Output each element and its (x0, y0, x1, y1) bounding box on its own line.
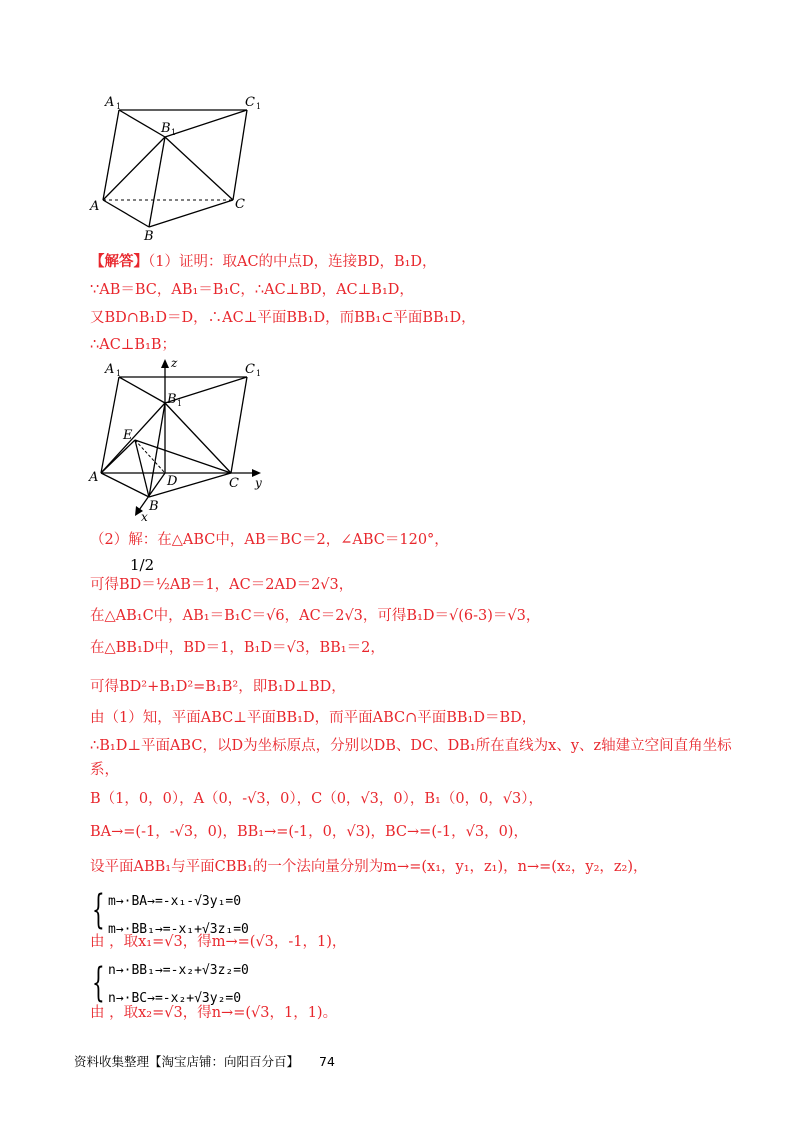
label-y: y (255, 476, 262, 490)
footer-text: 资料收集整理【淘宝店铺：向阳百分百】 (74, 1054, 300, 1069)
system-1-conclusion: 由 ，取x₁=√3，得m→=(√3，-1，1)， (90, 934, 347, 950)
label2-E: E (123, 428, 133, 443)
solution-line-4: ∴AC⊥B₁B； (90, 337, 177, 353)
label2-A: A (89, 470, 99, 485)
prism-figure-1 (85, 92, 275, 242)
label-x: x (141, 510, 148, 524)
system-2-conclusion: 由 ，取x₂=√3，得n→=(√3，1，1)。 (90, 1005, 338, 1021)
svg-text:1: 1 (177, 399, 183, 408)
solution-line-9: 可得BD²+B₁D²=B₁B²，即B₁D⊥BD， (90, 679, 346, 695)
label-B1: B (161, 121, 171, 136)
svg-text:1: 1 (256, 369, 262, 378)
label-A1: A (105, 95, 115, 110)
solution-line-3: 又BD∩B₁D＝D，∴AC⊥平面BB₁D，而BB₁⊂平面BB₁D， (90, 310, 476, 326)
system-1-row-1: m→·BA→=-x₁-√3y₁=0 (108, 894, 242, 909)
system-2-brace: { (92, 960, 105, 1006)
label-A: A (90, 199, 100, 214)
solution-line-8: 在△BB₁D中，BD＝1，B₁D＝√3，BB₁＝2， (90, 640, 385, 656)
label2-D: D (167, 474, 178, 489)
svg-text:1: 1 (116, 369, 122, 378)
solution-line-11: ∴B₁D⊥平面ABC，以D为坐标原点，分别以DB、DC、DB₁所在直线为x、y、z轴建立空间直角坐标 (90, 738, 732, 754)
label2-A1: A (105, 362, 115, 377)
system-2-row-1: n→·BB₁→=-x₂+√3z₂=0 (108, 963, 249, 978)
solution-line-12: 系， (90, 762, 119, 778)
label2-B1: B (167, 392, 177, 407)
solution-line-15: 设平面ABB₁与平面CBB₁的一个法向量分别为m→=(x₁，y₁，z₁)，n→=(x₂，y₂，z₂)， (90, 859, 648, 875)
solution-line-1: 【解答】（1）证明：取AC的中点D，连接BD，B₁D， (90, 253, 437, 270)
solution-line-7: 在△AB₁C中，AB₁＝B₁C＝√6，AC＝2√3，可得B₁D＝√(6-3)＝√3， (90, 608, 541, 624)
label-C1: C (245, 95, 255, 110)
label2-C: C (229, 476, 239, 491)
system-1-row-2: m→·BB₁→=-x₁+√3z₁=0 (108, 922, 249, 937)
label-B: B (144, 229, 154, 242)
solution-line-6: 可得BD＝½AB＝1，AC＝2AD＝2√3， (90, 577, 354, 593)
system-2-row-2: n→·BC→=-x₂+√3y₂=0 (108, 991, 242, 1006)
label-z: z (171, 356, 178, 370)
label2-B: B (149, 499, 159, 514)
svg-text:1: 1 (256, 102, 262, 111)
solution-line-13: B（1，0，0），A（0，-√3，0），C（0，√3，0），B₁（0，0，√3）， (90, 791, 544, 807)
label-C: C (235, 197, 245, 212)
solution-line-2: ∵AB＝BC，AB₁＝B₁C，∴AC⊥BD，AC⊥B₁D， (90, 282, 414, 298)
page-footer (74, 1052, 335, 1070)
fraction-half: 1/2 (130, 556, 155, 574)
svg-text:1: 1 (171, 128, 177, 137)
solution-line-10: 由（1）知，平面ABC⊥平面BB₁D，而平面ABC∩平面BB₁D＝BD， (90, 710, 537, 726)
prism-figure-2 (85, 355, 275, 525)
svg-text:1: 1 (116, 102, 122, 111)
label2-C1: C (245, 362, 255, 377)
solution-line-5: （2）解：在△ABC中，AB＝BC＝2，∠ABC＝120°， (90, 532, 449, 548)
page-number: 74 (319, 1054, 335, 1069)
solution-line-14: BA→=(-1，-√3，0)，BB₁→=(-1，0，√3)，BC→=(-1，√3，0)， (90, 824, 528, 840)
system-1-brace: { (92, 887, 105, 933)
